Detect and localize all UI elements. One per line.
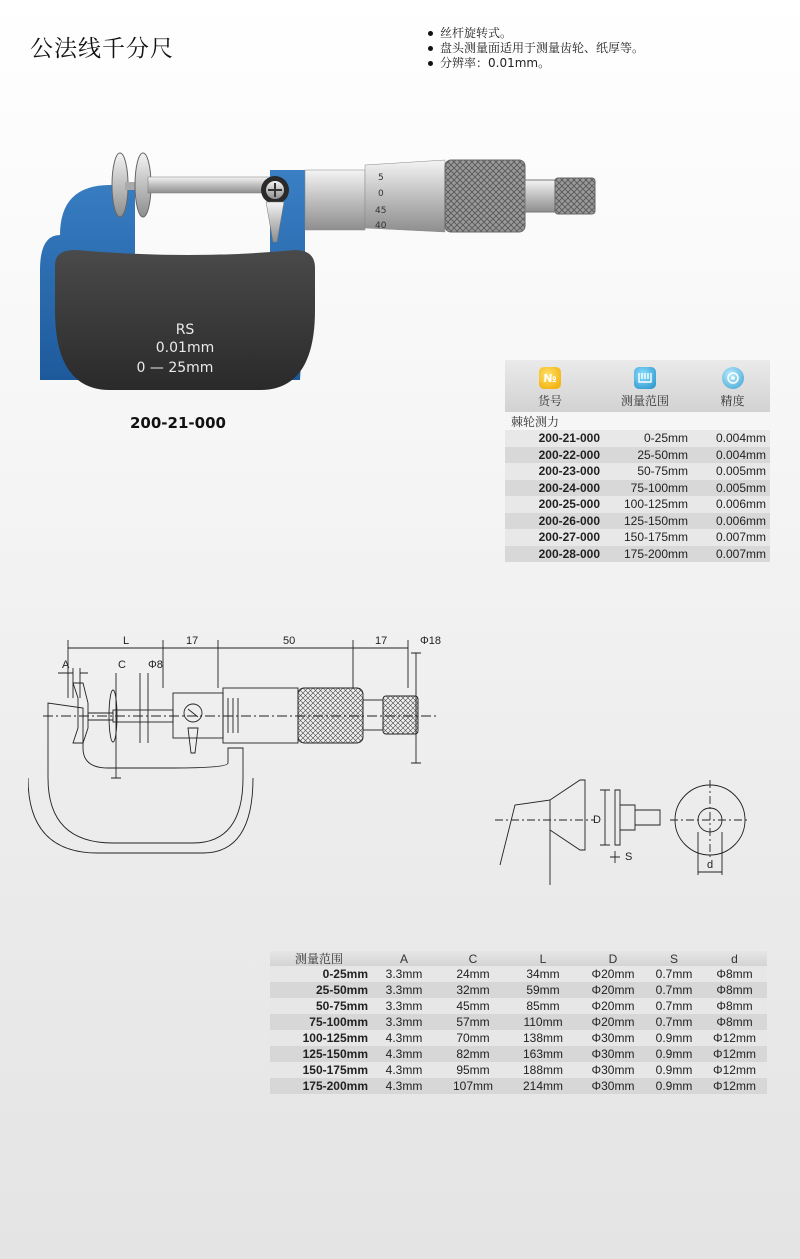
range-cell: 75-100mm <box>630 480 688 495</box>
table-row <box>505 430 770 447</box>
table-cell: 95mm <box>456 1063 490 1077</box>
table-cell: 4.3mm <box>385 1063 423 1077</box>
table-cell: 150-175mm <box>302 1063 368 1077</box>
table-cell: 110mm <box>523 1015 563 1029</box>
range-cell: 125-150mm <box>623 513 688 528</box>
code-cell: 200-23-000 <box>538 464 600 479</box>
spec-rows <box>505 430 770 562</box>
model-code: 200-21-000 <box>130 414 226 432</box>
header-cell <box>505 360 595 412</box>
table-cell: 59mm <box>526 983 560 997</box>
table-cell: 0.7mm <box>655 967 693 981</box>
header-label: 测量范围 <box>620 394 669 408</box>
table-cell: Φ12mm <box>713 1063 756 1077</box>
code-cell: 200-27-000 <box>538 530 600 545</box>
accuracy-cell: 0.005mm <box>715 480 766 495</box>
dimension-table <box>270 951 767 1094</box>
table-cell: 0.9mm <box>655 1079 693 1093</box>
table-row <box>270 1062 767 1078</box>
feature-list <box>426 26 644 71</box>
range-cell: 50-75mm <box>637 464 688 479</box>
table-cell: 0.9mm <box>655 1047 693 1061</box>
table-cell: 50-75mm <box>315 999 368 1013</box>
table-cell: Φ8mm <box>716 999 753 1013</box>
header-label: 货号 <box>537 394 562 408</box>
spec-subheader: 棘轮测力 <box>511 415 560 429</box>
table-row <box>505 513 770 530</box>
header-cell <box>695 360 770 412</box>
table-cell: 4.3mm <box>385 1079 423 1093</box>
code-cell: 200-25-000 <box>538 497 600 512</box>
accuracy-cell: 0.007mm <box>715 530 766 545</box>
header-label: 精度 <box>720 394 745 408</box>
table-cell: 0.7mm <box>655 999 693 1013</box>
spec-table-header <box>505 360 770 412</box>
table-cell: 85mm <box>526 999 560 1013</box>
frame-range-label: 0 — 25mm <box>136 360 214 376</box>
table-row <box>270 982 767 998</box>
table-cell: Φ30mm <box>591 1079 635 1093</box>
table-cell: Φ30mm <box>591 1031 635 1045</box>
feature-item: 丝杆旋转式。 <box>426 26 644 41</box>
table-cell: Φ30mm <box>591 1047 635 1061</box>
anvil-detail-drawing <box>495 775 765 890</box>
table-row <box>270 998 767 1014</box>
table-row <box>505 480 770 497</box>
code-cell: 200-21-000 <box>538 431 600 446</box>
table-cell: 188mm <box>522 1063 563 1077</box>
table-cell: 0.9mm <box>655 1063 693 1077</box>
accuracy-cell: 0.006mm <box>715 497 766 512</box>
thimble-scale-label: 40 <box>375 221 387 231</box>
range-cell: 0-25mm <box>643 431 688 446</box>
table-cell: 57mm <box>456 1015 490 1029</box>
table-row <box>270 1046 767 1062</box>
page-title: 公法线千分尺 <box>30 36 174 62</box>
table-cell: 32mm <box>456 983 490 997</box>
table-row <box>505 447 770 464</box>
table-cell: 100-125mm <box>302 1031 368 1045</box>
column-header: d <box>731 951 738 966</box>
table-cell: Φ30mm <box>591 1063 635 1077</box>
dim-label: D <box>593 814 601 826</box>
table-cell: 24mm <box>456 967 490 981</box>
table-cell: 0-25mm <box>322 967 368 981</box>
code-cell: 200-26-000 <box>538 513 600 528</box>
table-cell: 4.3mm <box>385 1031 423 1045</box>
dim-label: A <box>62 659 70 671</box>
measuring-range-icon <box>634 367 656 389</box>
table-cell: 175-200mm <box>302 1079 368 1093</box>
range-cell: 150-175mm <box>623 530 688 545</box>
feature-item: 分辨率：0.01mm。 <box>426 56 644 71</box>
column-header: S <box>669 951 678 966</box>
table-row <box>505 496 770 513</box>
table-cell: 4.3mm <box>385 1047 423 1061</box>
table-row <box>505 546 770 563</box>
table-cell: Φ12mm <box>713 1079 756 1093</box>
dim-label: 17 <box>186 635 199 647</box>
accuracy-cell: 0.004mm <box>715 447 766 462</box>
number-icon: № <box>539 367 561 389</box>
accuracy-cell: 0.006mm <box>715 513 766 528</box>
table-cell: Φ20mm <box>591 983 635 997</box>
header-cell <box>595 360 695 412</box>
code-cell: 200-28-000 <box>538 546 600 561</box>
dimension-drawing <box>28 628 448 878</box>
brand-logo: RS <box>175 322 195 338</box>
dimension-rows <box>270 966 767 1094</box>
column-header: A <box>399 951 408 966</box>
dim-label: d <box>707 859 714 871</box>
dim-label: L <box>123 635 130 647</box>
table-row <box>505 529 770 546</box>
spec-table <box>505 360 770 562</box>
table-cell: Φ8mm <box>716 983 753 997</box>
column-header: L <box>539 951 547 966</box>
dim-label: Φ18 <box>420 635 442 647</box>
table-row <box>270 1014 767 1030</box>
column-header: C <box>468 951 478 966</box>
table-row <box>270 1078 767 1094</box>
table-cell: 25-50mm <box>315 983 368 997</box>
dim-label: S <box>625 851 633 863</box>
table-cell: Φ12mm <box>713 1047 756 1061</box>
table-cell: Φ20mm <box>591 1015 635 1029</box>
table-cell: 45mm <box>456 999 490 1013</box>
table-cell: 107mm <box>452 1079 493 1093</box>
range-cell: 100-125mm <box>623 497 688 512</box>
table-cell: Φ20mm <box>591 967 635 981</box>
table-cell: Φ8mm <box>716 1015 753 1029</box>
table-cell: 0.9mm <box>655 1031 693 1045</box>
table-row <box>270 966 767 982</box>
thimble-scale-label: 0 <box>378 189 384 199</box>
table-cell: 125-150mm <box>302 1047 368 1061</box>
table-cell: 0.7mm <box>655 1015 693 1029</box>
accuracy-cell: 0.004mm <box>715 431 766 446</box>
table-cell: 3.3mm <box>385 999 423 1013</box>
table-cell: 138mm <box>522 1031 563 1045</box>
table-cell: 34mm <box>526 967 560 981</box>
table-header-row <box>270 951 767 966</box>
column-header: 测量范围 <box>294 952 343 966</box>
table-cell: Φ12mm <box>713 1031 756 1045</box>
code-cell: 200-24-000 <box>538 480 600 495</box>
table-cell: 82mm <box>456 1047 490 1061</box>
dim-label: Φ8 <box>148 659 163 671</box>
table-cell: 75-100mm <box>309 1015 368 1029</box>
table-cell: 70mm <box>456 1031 490 1045</box>
dim-label: 50 <box>283 635 296 647</box>
accuracy-cell: 0.005mm <box>715 464 766 479</box>
table-cell: 214mm <box>522 1079 563 1093</box>
range-cell: 175-200mm <box>623 546 688 561</box>
table-cell: Φ20mm <box>591 999 635 1013</box>
table-cell: 3.3mm <box>385 983 423 997</box>
feature-item: 盘头测量面适用于测量齿轮、纸厚等。 <box>426 41 644 56</box>
column-header: D <box>608 951 618 966</box>
code-cell: 200-22-000 <box>538 447 600 462</box>
table-cell: 3.3mm <box>385 1015 423 1029</box>
dim-label: C <box>118 659 126 671</box>
table-cell: 0.7mm <box>655 983 693 997</box>
table-cell: 163mm <box>522 1047 563 1061</box>
table-cell: Φ8mm <box>716 967 753 981</box>
dim-label: 17 <box>375 635 388 647</box>
range-cell: 25-50mm <box>637 447 688 462</box>
accuracy-cell: 0.007mm <box>715 546 766 561</box>
accuracy-icon <box>722 367 744 389</box>
thimble-scale-label: 5 <box>378 173 384 183</box>
frame-resolution-label: 0.01mm <box>155 340 215 356</box>
thimble-scale-label: 45 <box>375 206 387 216</box>
table-row <box>505 463 770 480</box>
table-cell: 3.3mm <box>385 967 423 981</box>
table-row <box>270 1030 767 1046</box>
